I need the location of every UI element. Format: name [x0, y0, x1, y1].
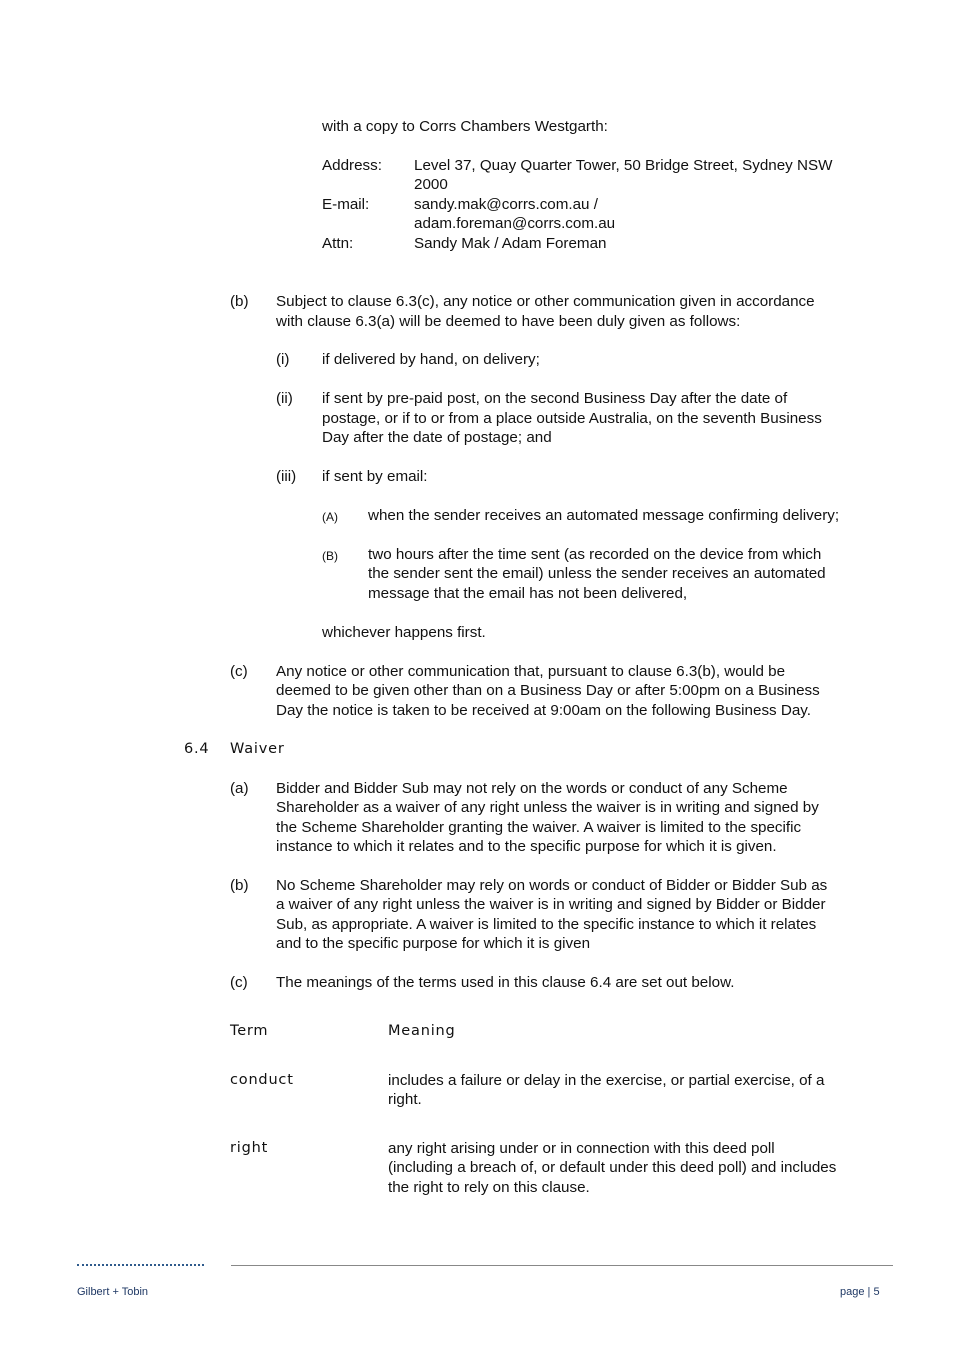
- term-cell: conduct: [230, 1072, 294, 1088]
- footer-page-number: page | 5: [840, 1286, 880, 1298]
- paragraph-label: (A): [322, 510, 338, 524]
- paragraph-text-line: two hours after the time sent (as recorded on the device from which: [368, 546, 822, 563]
- clause-text-line: Shareholder as a waiver of any right unless the waiver is in writing and signed by: [276, 799, 819, 816]
- footer-rule: [231, 1265, 893, 1266]
- clause-text-line: the Scheme Shareholder granting the waiver. A waiver is limited to the specific: [276, 819, 802, 836]
- address-line-2: 2000: [414, 176, 448, 193]
- table-header-term: Term: [230, 1023, 269, 1039]
- email-label: E-mail:: [322, 196, 370, 213]
- footer-firm-name: Gilbert + Tobin: [77, 1286, 149, 1298]
- clause-label: (b): [230, 293, 249, 310]
- subclause-label: (i): [276, 351, 290, 368]
- subclause-text-line: if delivered by hand, on delivery;: [322, 351, 540, 368]
- email-line-1: sandy.mak@corrs.com.au /: [414, 196, 598, 213]
- clause-text-line: a waiver of any right unless the waiver is in writing and signed by Bidder or Bidder: [276, 896, 826, 913]
- clause-text-line: Any notice or other communication that, pursuant to clause 6.3(b), would be: [276, 663, 786, 680]
- clause-text-line: No Scheme Shareholder may rely on words or conduct of Bidder or Bidder Sub as: [276, 877, 828, 894]
- subclause-text-line: postage, or if to or from a place outside Australia, on the seventh Business: [322, 410, 822, 427]
- subclause-text-line: if sent by pre-paid post, on the second Business Day after the date of: [322, 390, 788, 407]
- paragraph-text-line: message that the email has not been delivered,: [368, 585, 688, 602]
- address-line-1: Level 37, Quay Quarter Tower, 50 Bridge Street, Sydney NSW: [414, 157, 833, 174]
- clause-text-line: deemed to be given other than on a Business Day or after 5:00pm on a Business: [276, 682, 820, 699]
- meaning-cell-line: the right to rely on this clause.: [388, 1179, 590, 1196]
- clause-label: (c): [230, 663, 248, 680]
- clause-text-line: Subject to clause 6.3(c), any notice or other communication given in accordance: [276, 293, 815, 310]
- section-heading: Waiver: [230, 741, 285, 757]
- meaning-cell-line: any right arising under or in connection with this deed poll: [388, 1140, 775, 1157]
- clause-label: (c): [230, 974, 248, 991]
- clause-label: (b): [230, 877, 249, 894]
- subclause-label: (ii): [276, 390, 293, 407]
- meaning-cell-line: right.: [388, 1091, 422, 1108]
- subclause-text-line: Day after the date of postage; and: [322, 429, 552, 446]
- email-line-2: adam.foreman@corrs.com.au: [414, 215, 616, 232]
- footer-dotted-divider: [77, 1264, 204, 1266]
- subclause-label: (iii): [276, 468, 297, 485]
- term-cell: right: [230, 1140, 269, 1156]
- subclause-text-line: if sent by email:: [322, 468, 428, 485]
- meaning-cell-line: includes a failure or delay in the exercise, or partial exercise, of a: [388, 1072, 825, 1089]
- whichever-text: whichever happens first.: [322, 624, 486, 641]
- clause-text-line: Bidder and Bidder Sub may not rely on the words or conduct of any Scheme: [276, 780, 788, 797]
- attn-value: Sandy Mak / Adam Foreman: [414, 235, 607, 252]
- paragraph-label: (B): [322, 549, 338, 563]
- attn-label: Attn:: [322, 235, 354, 252]
- table-header-meaning: Meaning: [388, 1023, 456, 1039]
- address-label: Address:: [322, 157, 382, 174]
- paragraph-text-line: the sender sent the email) unless the sender receives an automated: [368, 565, 826, 582]
- clause-label: (a): [230, 780, 249, 797]
- meaning-cell-line: (including a breach of, or default under this deed poll) and includes: [388, 1159, 837, 1176]
- clause-text-line: The meanings of the terms used in this clause 6.4 are set out below.: [276, 974, 735, 991]
- paragraph-text-line: when the sender receives an automated message confirming delivery;: [368, 507, 840, 524]
- clause-text-line: instance to which it relates and to the specific purpose for which it is given.: [276, 838, 777, 855]
- clause-text-line: Day the notice is taken to be received at 9:00am on the following Business Day.: [276, 702, 811, 719]
- section-number: 6.4: [184, 741, 210, 757]
- copy-intro: with a copy to Corrs Chambers Westgarth:: [322, 118, 608, 135]
- clause-text-line: Sub, as appropriate. A waiver is limited to the specific instance to which it relates: [276, 916, 817, 933]
- clause-text-line: with clause 6.3(a) will be deemed to have been duly given as follows:: [276, 313, 741, 330]
- clause-text-line: and to the specific purpose for which it is given: [276, 935, 591, 952]
